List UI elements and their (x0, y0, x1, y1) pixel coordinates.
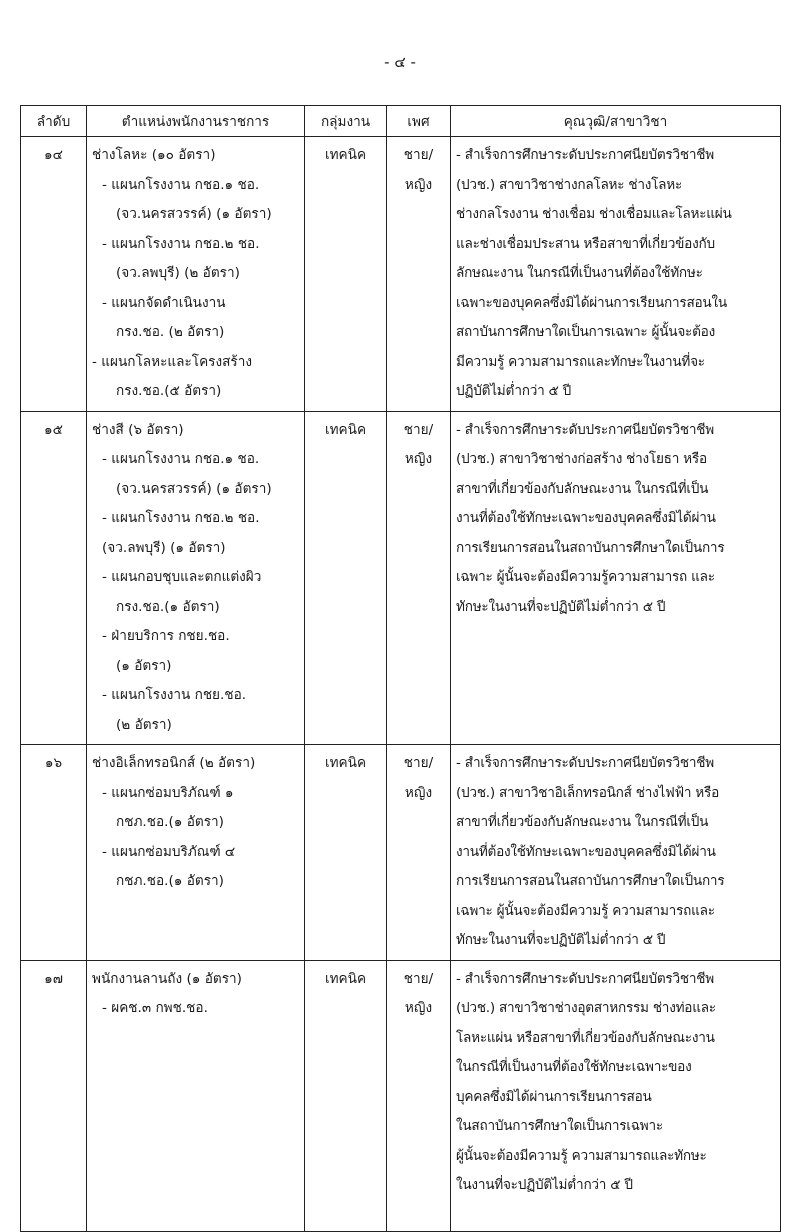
qualification-line: เฉพาะ ผู้นั้นจะต้องมีความรู้ ความสามารถและ (456, 902, 715, 919)
position-line: (๑ อัตรา) (116, 657, 172, 674)
position-line: - ฝ่ายบริการ กชย.ชอ. (102, 628, 230, 644)
qualification-line: ผู้นั้นจะต้องมีความรู้ ความสามารถและทักษะ (456, 1147, 707, 1164)
qualification-line: ลักษณะงาน ในกรณีที่เป็นงานที่ต้องใช้ทักษะ (456, 265, 703, 281)
row-order (21, 137, 87, 412)
qualification-line: สถาบันการศึกษาใดเป็นการเฉพาะ ผู้นั้นจะต้อง (456, 324, 715, 340)
table-row (21, 745, 781, 961)
qualification-line: การเรียนการสอนในสถาบันการศึกษาใดเป็นการ (456, 539, 725, 556)
header-order: ลำดับ (21, 106, 87, 137)
qualification-line: (ปวช.) สาขาวิชาช่างอุตสาหกรรม ช่างท่อและ (456, 1000, 716, 1016)
position-line: - แผนกโลหะและโครงสร้าง (92, 353, 252, 370)
position-line: - แผนกโรงงาน กชอ.๑ ชอ. (102, 451, 260, 467)
qualification-line: ทักษะในงานที่จะปฏิบัติไม่ต่ำกว่า ๕ ปี (456, 932, 666, 948)
qualification-line: มีความรู้ ความสามารถและทักษะในงานที่จะ (456, 353, 705, 370)
position-line: - แผนกซ่อมบริภัณฑ์ ๑ (102, 784, 234, 801)
position-line: (๒ อัตรา) (116, 716, 172, 733)
row-qualification (451, 411, 781, 745)
qualification-line: (ปวช.) สาขาวิชาอิเล็กทรอนิกส์ ช่างไฟฟ้า หรือ (456, 784, 719, 801)
position-line: - แผนกจัดดำเนินงาน (102, 294, 226, 311)
row-order (21, 411, 87, 745)
qualification-line: ปฏิบัติไม่ต่ำกว่า ๕ ปี (456, 383, 572, 399)
table-header-row (21, 106, 781, 137)
position-line: (จว.นครสวรรค์) (๑ อัตรา) (116, 480, 272, 497)
page-number: - ๔ - (384, 53, 416, 71)
qualification-line: (ปวช.) สาขาวิชาช่างก่อสร้าง ช่างโยธา หรือ (456, 451, 707, 467)
gender-line: ชาย/ (403, 970, 434, 987)
qualification-line: - สำเร็จการศึกษาระดับประกาศนียบัตรวิชาชีพ (456, 755, 714, 771)
order-number: ๑๕ (44, 421, 63, 438)
gender-line: หญิง (404, 451, 433, 467)
order-number: ๑๗ (44, 970, 63, 987)
header-qualification: คุณวุฒิ/สาขาวิชา (451, 106, 781, 137)
qualification-line: เฉพาะของบุคคลซึ่งมิได้ผ่านการเรียนการสอนใน (456, 294, 727, 311)
position-line: ช่างโลหะ (๑๐ อัตรา) (92, 147, 216, 163)
order-number: ๑๔ (44, 147, 63, 163)
qualification-line: ในสถาบันการศึกษาใดเป็นการเฉพาะ (456, 1118, 663, 1134)
gender-line: ชาย/ (403, 421, 434, 438)
header-group: กลุ่มงาน (305, 106, 387, 137)
qualification-line: และช่างเชื่อมประสาน หรือสาขาที่เกี่ยวข้องกับ (456, 235, 715, 252)
row-order (21, 960, 87, 1231)
row-qualification (451, 745, 781, 961)
position-line: - แผนกโรงงาน กชย.ชอ. (102, 687, 247, 703)
qualification-line: ในกรณีที่เป็นงานที่ต้องใช้ทักษะเฉพาะของ (456, 1059, 692, 1075)
qualification-line: งานที่ต้องใช้ทักษะเฉพาะของบุคคลซึ่งมิได้ผ่าน (456, 510, 716, 526)
row-order (21, 745, 87, 961)
position-line: กชภ.ชอ.(๑ อัตรา) (116, 814, 224, 830)
position-line: กรง.ชอ. (๒ อัตรา) (116, 324, 225, 340)
qualification-line: ในงานที่จะปฏิบัติไม่ต่ำกว่า ๕ ปี (456, 1177, 633, 1193)
row-group (305, 960, 387, 1231)
table-row (21, 411, 781, 745)
qualification-line: ช่างกลโรงงาน ช่างเชื่อม ช่างเชื่อมและโลหะแผ่น (456, 206, 732, 222)
qualification-line: บุคคลซึ่งมิได้ผ่านการเรียนการสอน (456, 1088, 652, 1105)
gender-line: ชาย/ (403, 755, 434, 771)
qualification-line: - สำเร็จการศึกษาระดับประกาศนียบัตรวิชาชีพ (456, 421, 714, 438)
position-line: - ผคช.๓ กพช.ชอ. (102, 1000, 208, 1016)
row-qualification (451, 960, 781, 1231)
row-position (87, 745, 305, 961)
row-gender (387, 137, 451, 412)
position-line: พนักงานลานถัง (๑ อัตรา) (92, 970, 242, 987)
gender-line: หญิง (404, 1000, 433, 1016)
row-gender (387, 960, 451, 1231)
gender-line: หญิง (404, 176, 433, 193)
group-value: เทคนิค (324, 970, 367, 987)
row-position (87, 411, 305, 745)
position-line: (จว.ลพบุรี) (๒ อัตรา) (116, 265, 240, 281)
row-qualification (451, 137, 781, 412)
position-line: - แผนกโรงงาน กชอ.๑ ชอ. (102, 176, 260, 193)
row-group (305, 137, 387, 412)
row-position (87, 137, 305, 412)
order-number: ๑๖ (44, 755, 63, 771)
position-line: - แผนกโรงงาน กชอ.๒ ชอ. (102, 235, 260, 252)
position-line: - แผนกโรงงาน กชอ.๒ ชอ. (102, 510, 260, 526)
header-position: ตำแหน่งพนักงานราชการ (87, 106, 305, 137)
qualification-line: ทักษะในงานที่จะปฏิบัติไม่ต่ำกว่า ๕ ปี (456, 598, 666, 615)
row-gender (387, 745, 451, 961)
table-row (21, 960, 781, 1231)
position-line: ช่างสี (๖ อัตรา) (92, 421, 184, 438)
position-line: กชภ.ชอ.(๑ อัตรา) (116, 873, 224, 889)
qualification-line: สาขาที่เกี่ยวข้องกับลักษณะงาน ในกรณีที่เป็น (456, 814, 709, 830)
qualification-line: งานที่ต้องใช้ทักษะเฉพาะของบุคคลซึ่งมิได้ผ่าน (456, 843, 716, 860)
qualification-line: โลหะแผ่น หรือสาขาที่เกี่ยวข้องกับลักษณะงาน (456, 1029, 715, 1046)
position-line: - แผนกซ่อมบริภัณฑ์ ๔ (102, 843, 236, 860)
row-position (87, 960, 305, 1231)
row-group (305, 411, 387, 745)
group-value: เทคนิค (324, 147, 367, 163)
position-line: กรง.ชอ.(๕ อัตรา) (116, 383, 222, 399)
qualification-line: เฉพาะ ผู้นั้นจะต้องมีความรู้ความสามารถ และ (456, 569, 715, 585)
qualification-line: (ปวช.) สาขาวิชาช่างกลโลหะ ช่างโลหะ (456, 176, 682, 193)
position-line: ช่างอิเล็กทรอนิกส์ (๒ อัตรา) (92, 755, 256, 771)
row-gender (387, 411, 451, 745)
positions-table (20, 105, 781, 1232)
qualification-line: สาขาที่เกี่ยวข้องกับลักษณะงาน ในกรณีที่เป็น (456, 480, 709, 497)
position-line: กรง.ชอ.(๑ อัตรา) (116, 598, 220, 615)
row-group (305, 745, 387, 961)
header-gender: เพศ (387, 106, 451, 137)
position-line: (จว.ลพบุรี) (๑ อัตรา) (102, 539, 226, 556)
position-line: - แผนกอบชุบและตกแต่งผิว (102, 569, 262, 585)
qualification-line: การเรียนการสอนในสถาบันการศึกษาใดเป็นการ (456, 873, 725, 889)
group-value: เทคนิค (324, 755, 367, 771)
qualification-line: - สำเร็จการศึกษาระดับประกาศนียบัตรวิชาชีพ (456, 147, 714, 163)
gender-line: ชาย/ (403, 147, 434, 163)
group-value: เทคนิค (324, 421, 367, 438)
table-row (21, 137, 781, 412)
position-line: (จว.นครสวรรค์) (๑ อัตรา) (116, 206, 272, 222)
gender-line: หญิง (404, 784, 433, 801)
qualification-line: - สำเร็จการศึกษาระดับประกาศนียบัตรวิชาชีพ (456, 970, 714, 987)
